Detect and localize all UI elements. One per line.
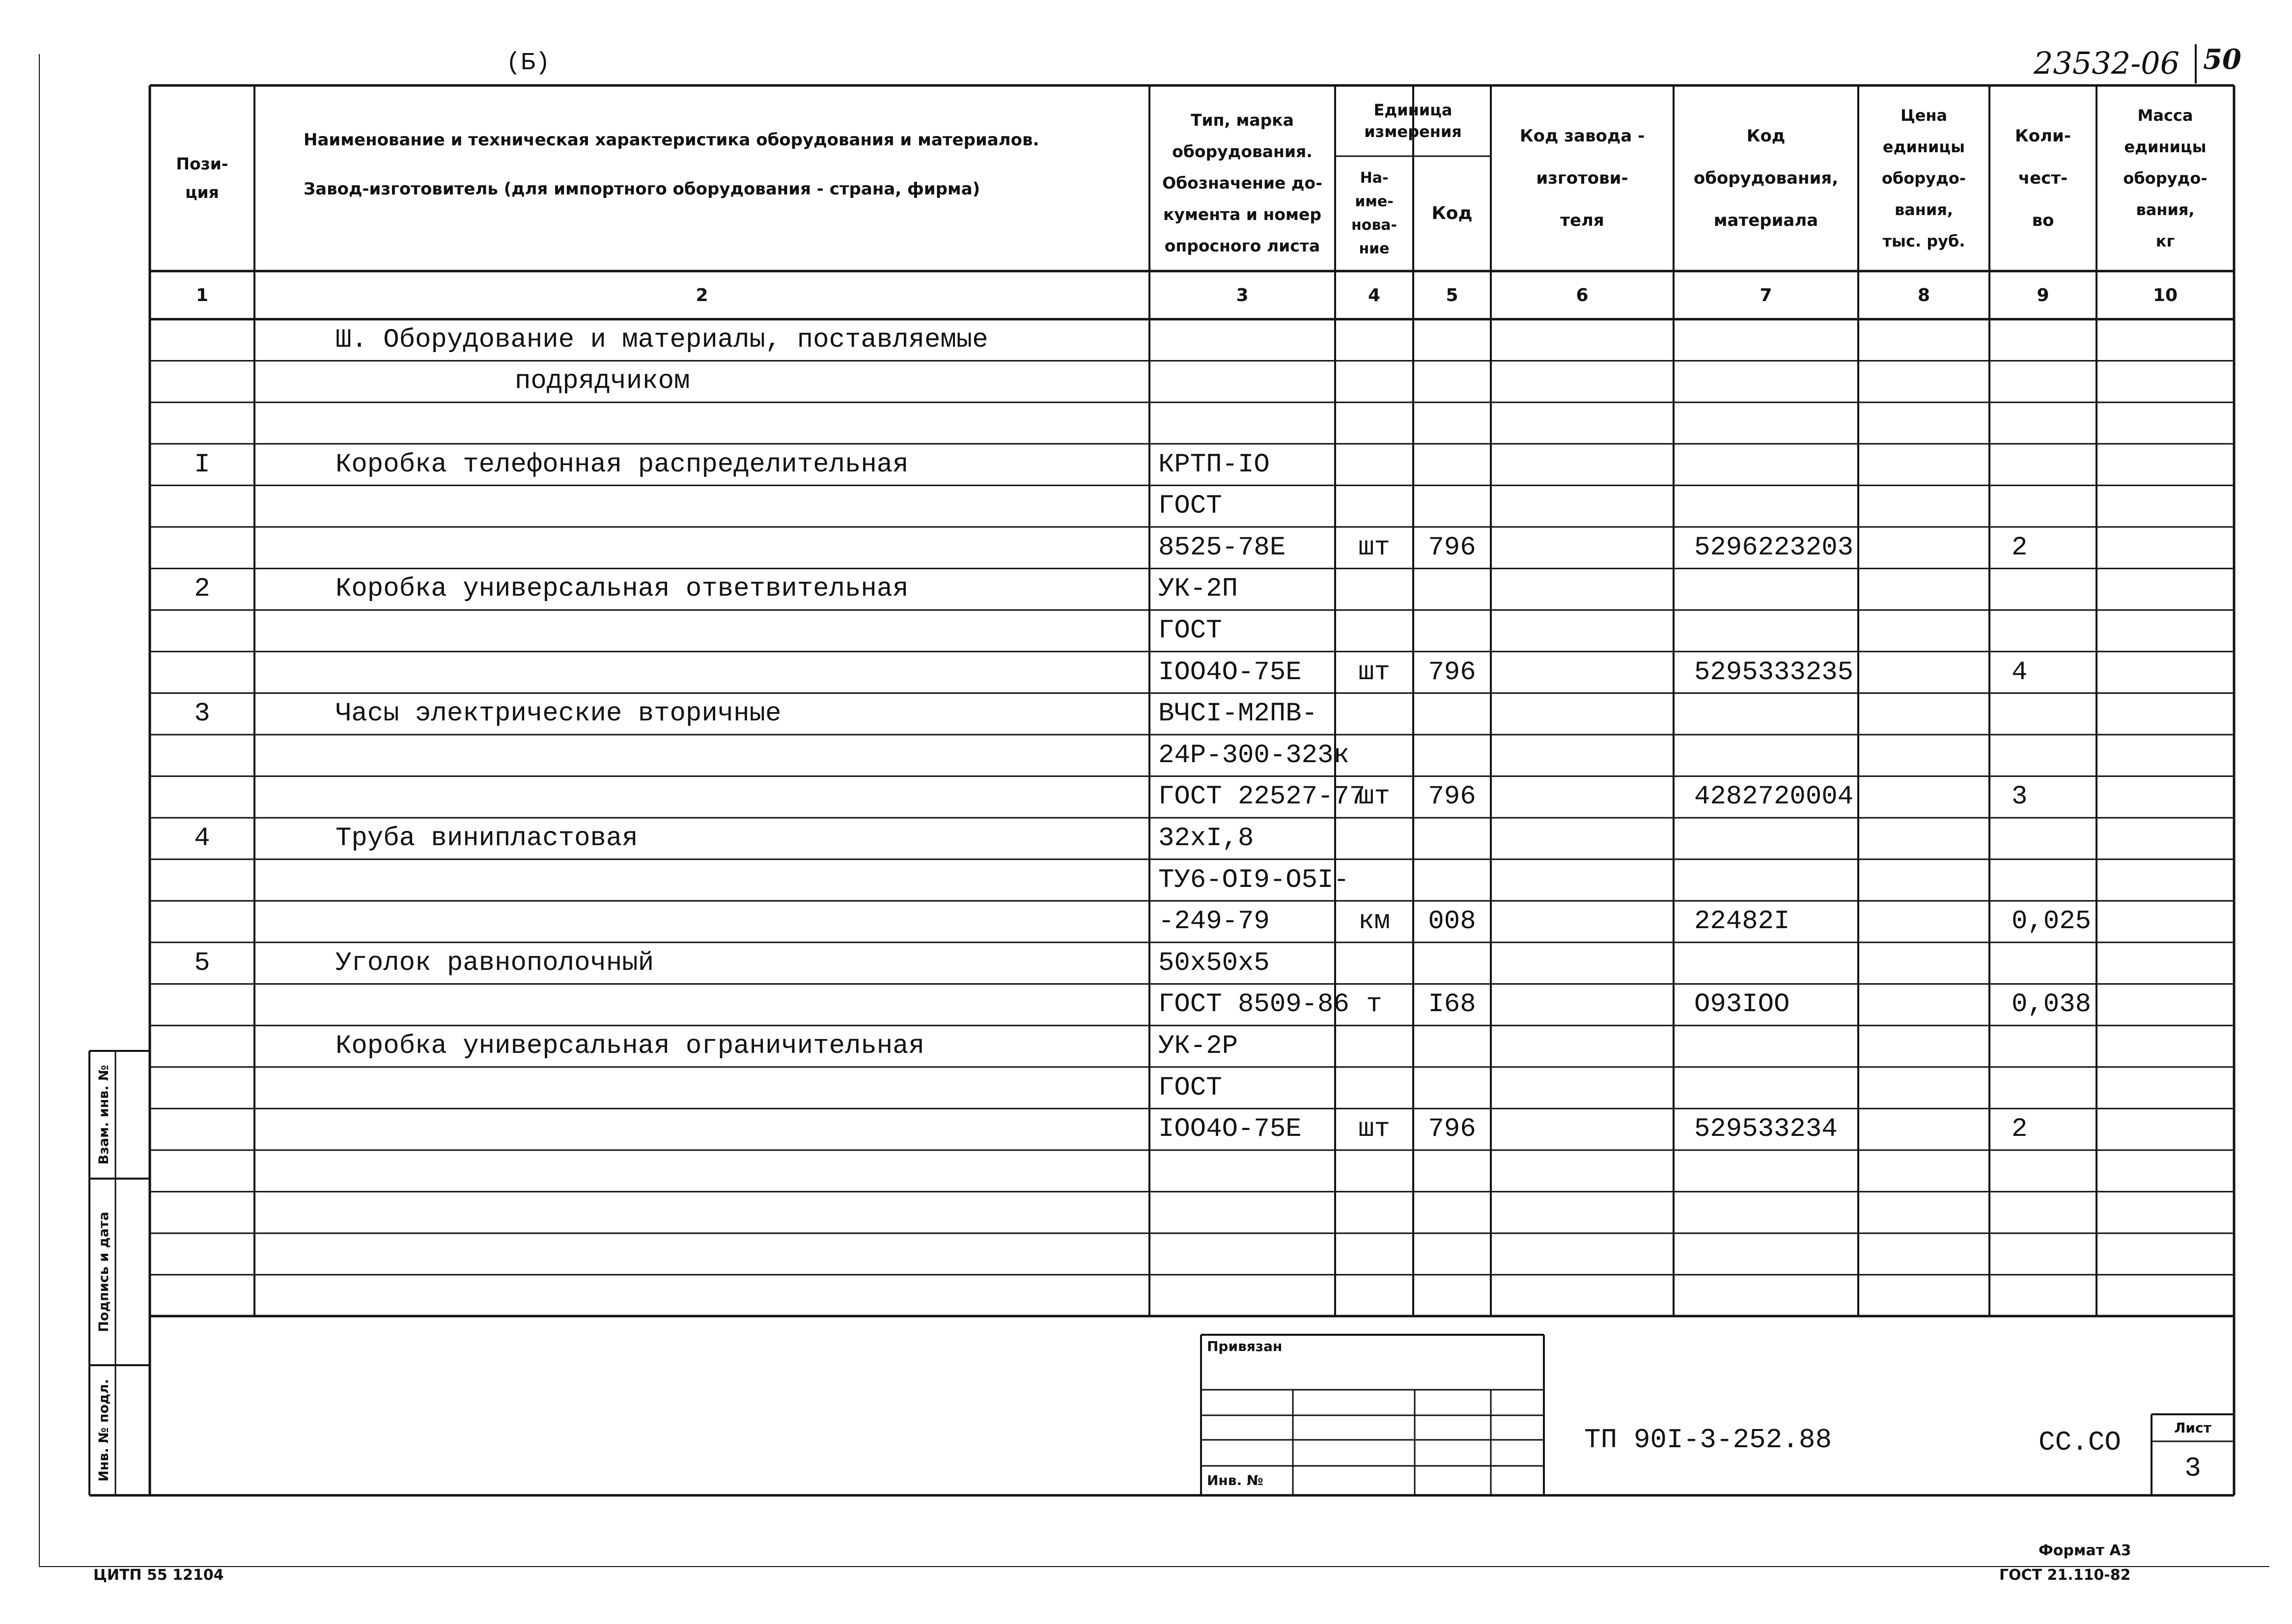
row-unit-name xyxy=(1335,485,1413,527)
row-type xyxy=(1158,1192,1334,1234)
row-quantity xyxy=(2012,1067,2094,1109)
row-equipment-code xyxy=(1694,1025,1854,1067)
row-equipment-code: 529533234 xyxy=(1694,1114,1838,1145)
row-quantity xyxy=(2012,1192,2094,1234)
row-quantity: 0,025 xyxy=(2012,907,2092,937)
row-quantity: 2 xyxy=(2012,1114,2028,1145)
row-unit-name: шт xyxy=(1358,1114,1390,1145)
row-quantity xyxy=(2012,444,2094,486)
row-unit-code xyxy=(1413,818,1491,859)
row-unit-name xyxy=(1335,361,1413,403)
row-type xyxy=(1158,1150,1334,1192)
stamp-designation: ТП 90I-3-252.88 xyxy=(1584,1424,1832,1456)
row-unit-code xyxy=(1413,942,1491,984)
row-position xyxy=(150,1150,254,1192)
row-type: 8525-78Е xyxy=(1158,532,1286,563)
row-unit-name xyxy=(1335,319,1413,361)
row-equipment-code: 4282720004 xyxy=(1694,782,1854,812)
header-name-line1: Наименование и техническая характеристика оборудования и материалов. xyxy=(304,130,1039,150)
row-unit-name xyxy=(1335,1067,1413,1109)
header-unit-code: Код xyxy=(1431,203,1473,223)
row-unit-name: шт xyxy=(1358,782,1390,812)
row-position xyxy=(150,319,254,361)
row-unit-name xyxy=(1335,735,1413,776)
row-name xyxy=(335,485,1121,527)
stamp-sheet-number: 3 xyxy=(2184,1453,2201,1484)
row-unit-name: т xyxy=(1366,990,1382,1020)
column-number: 2 xyxy=(696,285,708,305)
row-unit-code xyxy=(1413,361,1491,403)
row-unit-name: шт xyxy=(1358,532,1390,563)
row-name: Коробка универсальная ответвительная xyxy=(335,574,909,605)
row-quantity xyxy=(2012,818,2094,859)
row-position xyxy=(150,735,254,776)
row-quantity xyxy=(2012,1025,2094,1067)
row-name xyxy=(335,1233,1121,1275)
row-name: Часы электрические вторичные xyxy=(335,699,782,729)
row-name: Коробка универсальная ограничительная xyxy=(335,1031,924,1061)
column-number: 4 xyxy=(1368,285,1381,305)
row-equipment-code xyxy=(1694,1316,1854,1358)
column-number: 1 xyxy=(196,285,209,305)
row-position xyxy=(150,527,254,569)
row-quantity xyxy=(2012,1233,2094,1275)
row-type xyxy=(1158,361,1334,403)
column-number: 6 xyxy=(1576,285,1589,305)
row-name xyxy=(335,859,1121,901)
row-position: 2 xyxy=(194,574,210,605)
stamp-sheet-label: Лист xyxy=(2174,1420,2211,1436)
row-position xyxy=(150,901,254,942)
header-type: Тип, марка оборудования. Обозначение до- кумента и номер опросного листа xyxy=(1162,110,1322,255)
page-number: 50 xyxy=(2203,43,2241,76)
footer-left: ЦИТП 55 12104 xyxy=(93,1567,224,1584)
row-equipment-code xyxy=(1694,942,1854,984)
row-type: ГОСТ xyxy=(1158,1073,1222,1103)
row-name xyxy=(335,1150,1121,1192)
row-equipment-code xyxy=(1694,485,1854,527)
row-equipment-code xyxy=(1694,1275,1854,1317)
row-name xyxy=(335,1316,1121,1358)
row-position xyxy=(150,1233,254,1275)
row-position xyxy=(150,776,254,818)
row-quantity xyxy=(2012,1275,2094,1317)
row-name: Уголок равнополочный xyxy=(335,948,654,978)
row-unit-code xyxy=(1413,402,1491,444)
row-position: 3 xyxy=(194,699,210,729)
row-name xyxy=(335,776,1121,818)
column-number: 9 xyxy=(2037,285,2049,305)
row-unit-code xyxy=(1413,1233,1491,1275)
row-unit-name xyxy=(1335,818,1413,859)
row-equipment-code: 5296223203 xyxy=(1694,532,1854,563)
row-position xyxy=(150,1067,254,1109)
row-equipment-code xyxy=(1694,859,1854,901)
column-number: 7 xyxy=(1760,285,1772,305)
header-unit: Единица измерения xyxy=(1364,101,1462,141)
row-equipment-code xyxy=(1694,1067,1854,1109)
row-quantity xyxy=(2012,1150,2094,1192)
row-equipment-code xyxy=(1694,569,1854,610)
row-type: ГОСТ xyxy=(1158,491,1222,522)
row-name xyxy=(335,984,1121,1026)
row-position: 5 xyxy=(194,948,210,978)
row-unit-code xyxy=(1413,1192,1491,1234)
column-number: 8 xyxy=(1917,285,1930,305)
row-quantity xyxy=(2012,610,2094,652)
row-quantity xyxy=(2012,569,2094,610)
row-unit-name xyxy=(1335,1275,1413,1317)
row-type: ТУ6-OI9-O5I- xyxy=(1158,865,1349,895)
row-unit-name xyxy=(1335,693,1413,735)
row-position xyxy=(150,485,254,527)
row-position xyxy=(150,859,254,901)
row-unit-name xyxy=(1335,1192,1413,1234)
row-type: -249-79 xyxy=(1158,907,1270,937)
row-quantity xyxy=(2012,942,2094,984)
row-unit-name: км xyxy=(1358,907,1390,937)
row-equipment-code xyxy=(1694,610,1854,652)
row-name: Ш. Оборудование и материалы, поставляемые xyxy=(335,325,988,355)
row-quantity xyxy=(2012,859,2094,901)
row-unit-code: I68 xyxy=(1428,990,1476,1020)
row-equipment-code xyxy=(1694,1150,1854,1192)
row-equipment-code: 22482I xyxy=(1694,907,1790,937)
row-name: подрядчиком xyxy=(515,366,690,397)
row-type xyxy=(1158,1233,1334,1275)
header-equipment-code: Код оборудования, материала xyxy=(1693,126,1839,230)
row-unit-name xyxy=(1335,942,1413,984)
row-name xyxy=(335,652,1121,693)
header-name-line2: Завод-изготовитель (для импортного оборудования - страна, фирма) xyxy=(304,179,980,199)
side-label: Взам. инв. № xyxy=(96,1065,112,1165)
stamp-privyazan: Привязан xyxy=(1207,1338,1283,1354)
row-position xyxy=(150,1025,254,1067)
row-quantity: 4 xyxy=(2012,657,2028,688)
footer-gost: ГОСТ 21.110-82 xyxy=(1999,1567,2131,1584)
row-unit-code xyxy=(1413,1150,1491,1192)
row-name xyxy=(335,1067,1121,1109)
row-unit-code xyxy=(1413,1025,1491,1067)
row-unit-code: 796 xyxy=(1428,782,1476,812)
row-type xyxy=(1158,319,1334,361)
row-unit-name: шт xyxy=(1358,657,1390,688)
header-unit-name: На- име- нова- ние xyxy=(1351,169,1398,257)
row-type xyxy=(1158,402,1334,444)
side-label: Подпись и дата xyxy=(96,1211,112,1332)
row-quantity xyxy=(2012,1316,2094,1358)
row-name xyxy=(335,1275,1121,1317)
row-quantity xyxy=(2012,735,2094,776)
row-unit-code: 796 xyxy=(1428,1114,1476,1145)
header-price: Цена единицы оборудо- вания, тыс. руб. xyxy=(1881,106,1966,250)
row-position xyxy=(150,984,254,1026)
header-position: Пози- ция xyxy=(176,154,228,202)
row-unit-code: 796 xyxy=(1428,532,1476,563)
row-unit-code xyxy=(1413,569,1491,610)
row-quantity xyxy=(2012,402,2094,444)
row-equipment-code xyxy=(1694,735,1854,776)
row-type: 24Р-300-323к xyxy=(1158,740,1349,771)
row-unit-code xyxy=(1413,485,1491,527)
row-unit-code xyxy=(1413,693,1491,735)
row-unit-code xyxy=(1413,735,1491,776)
row-unit-code: 796 xyxy=(1428,657,1476,688)
row-name xyxy=(335,527,1121,569)
stamp-inventory: Инв. № xyxy=(1207,1472,1263,1488)
row-unit-name xyxy=(1335,859,1413,901)
row-type: УК-2П xyxy=(1158,574,1238,605)
row-type: ГОСТ xyxy=(1158,615,1222,646)
row-quantity: 0,038 xyxy=(2012,990,2092,1020)
row-unit-code xyxy=(1413,610,1491,652)
side-label: Инв. № подл. xyxy=(96,1379,112,1482)
row-unit-name xyxy=(1335,1233,1413,1275)
row-name: Труба винипластовая xyxy=(335,823,638,853)
row-name xyxy=(335,735,1121,776)
row-position: I xyxy=(194,449,210,480)
row-equipment-code: 5295333235 xyxy=(1694,657,1854,688)
row-position: 4 xyxy=(194,823,210,853)
row-unit-name xyxy=(1335,402,1413,444)
row-type: ГОСТ 22527-77 xyxy=(1158,782,1366,812)
row-unit-code xyxy=(1413,1275,1491,1317)
row-type: КРТП-IO xyxy=(1158,449,1270,480)
document-number: 23532-06 xyxy=(2034,45,2180,81)
row-unit-name xyxy=(1335,1025,1413,1067)
row-unit-code xyxy=(1413,859,1491,901)
row-unit-name xyxy=(1335,444,1413,486)
row-name xyxy=(335,402,1121,444)
row-position xyxy=(150,1275,254,1317)
row-unit-code xyxy=(1413,319,1491,361)
header-quantity: Коли- чест- во xyxy=(2015,126,2071,230)
row-type: 32хI,8 xyxy=(1158,823,1254,853)
row-unit-code xyxy=(1413,1067,1491,1109)
row-unit-code xyxy=(1413,444,1491,486)
row-equipment-code: O93IOO xyxy=(1694,990,1790,1020)
row-type: 50х50х5 xyxy=(1158,948,1270,978)
row-equipment-code xyxy=(1694,693,1854,735)
row-type: IOO4O-75Е xyxy=(1158,657,1302,688)
row-equipment-code xyxy=(1694,444,1854,486)
row-name xyxy=(335,1192,1121,1234)
row-equipment-code xyxy=(1694,402,1854,444)
row-position xyxy=(150,610,254,652)
row-equipment-code xyxy=(1694,319,1854,361)
row-position xyxy=(150,361,254,403)
row-unit-name xyxy=(1335,569,1413,610)
column-number: 5 xyxy=(1446,285,1458,305)
footer-format: Формат А3 xyxy=(2039,1542,2131,1559)
row-equipment-code xyxy=(1694,1233,1854,1275)
row-type: IOO4O-75Е xyxy=(1158,1114,1302,1145)
row-quantity xyxy=(2012,319,2094,361)
row-position xyxy=(150,1108,254,1150)
row-name: Коробка телефонная распределительная xyxy=(335,449,909,480)
row-position xyxy=(150,1316,254,1358)
row-unit-code: 008 xyxy=(1428,907,1476,937)
row-quantity: 2 xyxy=(2012,532,2028,563)
row-name xyxy=(335,901,1121,942)
sheet-mark: (Б) xyxy=(506,49,551,77)
row-equipment-code xyxy=(1694,818,1854,859)
row-name xyxy=(335,1108,1121,1150)
header-factory-code: Код завода - изготови- теля xyxy=(1519,126,1645,230)
row-unit-name xyxy=(1335,610,1413,652)
row-position xyxy=(150,1192,254,1234)
row-type xyxy=(1158,1275,1334,1317)
row-quantity xyxy=(2012,485,2094,527)
row-quantity xyxy=(2012,693,2094,735)
row-type: УК-2Р xyxy=(1158,1031,1238,1061)
column-number: 3 xyxy=(1236,285,1249,305)
row-position xyxy=(150,402,254,444)
stamp-code: СС.СО xyxy=(2039,1427,2122,1458)
row-equipment-code xyxy=(1694,1192,1854,1234)
row-type: ВЧСI-М2ПВ- xyxy=(1158,699,1318,729)
row-type: ГОСТ 8509-86 xyxy=(1158,990,1349,1020)
header-mass: Масса единицы оборудо- вания, кг xyxy=(2123,106,2208,250)
row-position xyxy=(150,652,254,693)
column-number: 10 xyxy=(2152,285,2178,305)
row-equipment-code xyxy=(1694,361,1854,403)
row-quantity xyxy=(2012,361,2094,403)
row-unit-code xyxy=(1413,1316,1491,1358)
row-quantity: 3 xyxy=(2012,782,2028,812)
row-name xyxy=(335,610,1121,652)
row-unit-name xyxy=(1335,1150,1413,1192)
